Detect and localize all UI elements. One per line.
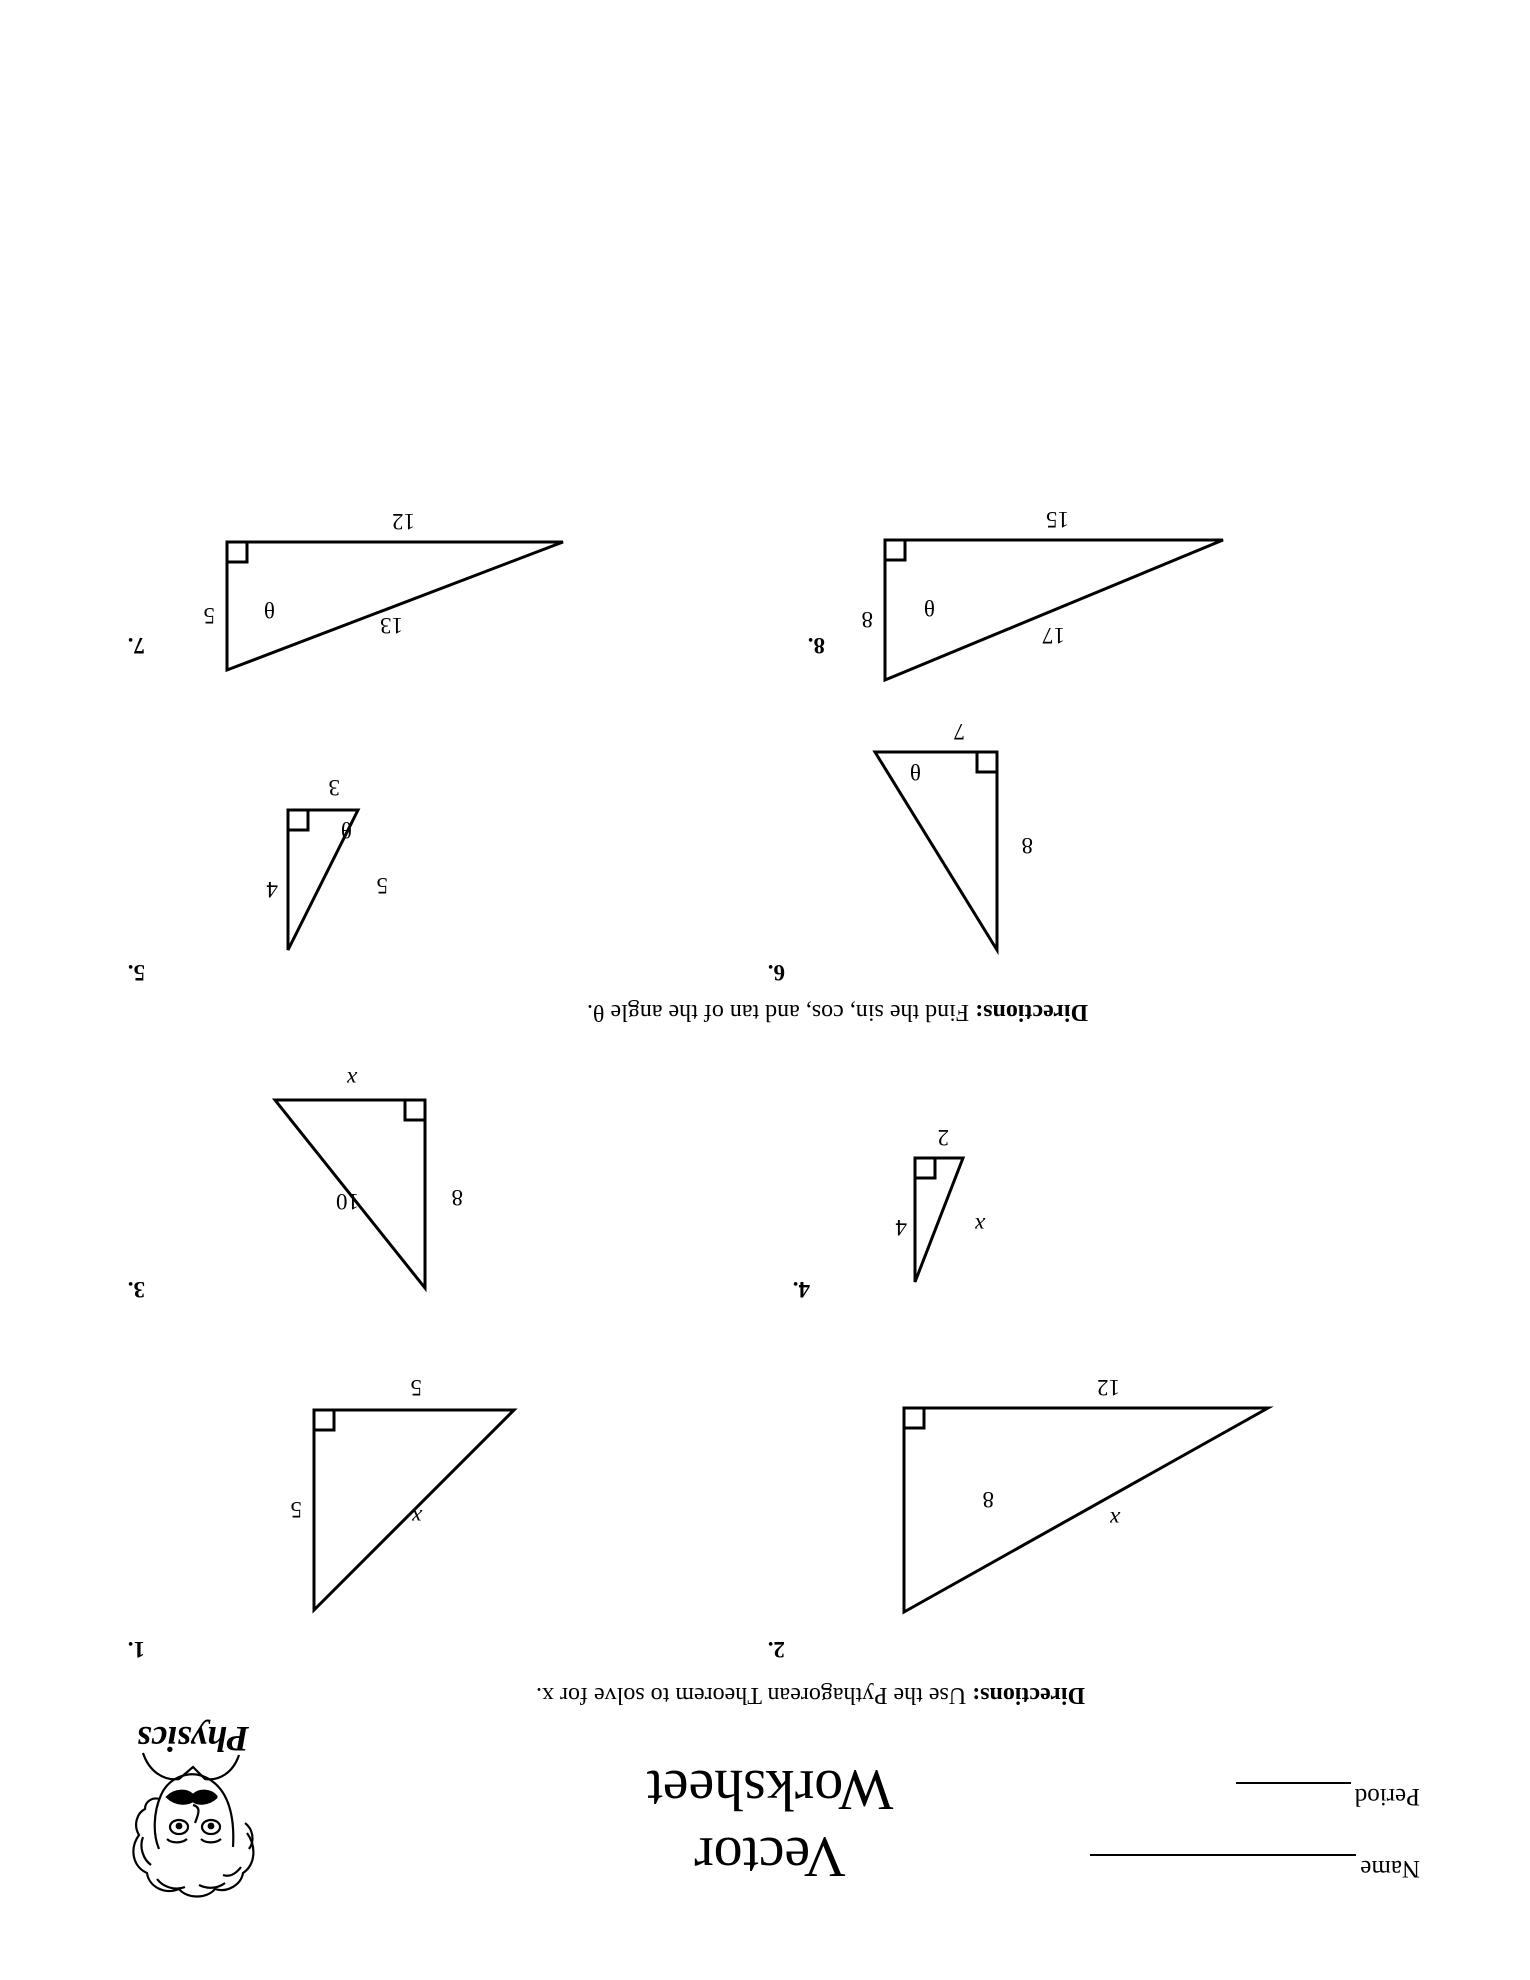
- figure-problem-5: [200, 770, 388, 960]
- label-p4-hyp: x: [974, 1213, 985, 1238]
- label-p2-vert: 8: [982, 1487, 994, 1512]
- figure-problem-6: [815, 719, 1033, 960]
- period-blank-rule[interactable]: [1236, 1782, 1351, 1804]
- problem-number-6: 6.: [767, 960, 785, 985]
- figure-problem-1: [270, 1375, 530, 1622]
- problem-number-2: 2.: [767, 1637, 785, 1662]
- figure-problem-2: [950, 1375, 1280, 1622]
- label-p8-base: 15: [1046, 507, 1069, 532]
- figure-problem-3: [255, 1067, 463, 1300]
- label-p3-base: x: [346, 1067, 357, 1092]
- directions-trig: [388, 998, 1088, 1025]
- title-line-2: Worksheet: [646, 1758, 894, 1824]
- problem-number-8: 8.: [807, 633, 825, 658]
- label-p7-base: 12: [392, 509, 415, 534]
- label-p4-base: 2: [937, 1125, 949, 1150]
- label-p7-hyp: 13: [380, 613, 403, 638]
- label-p7-vert: 5: [203, 603, 215, 628]
- title-line-1: Vector: [694, 1825, 846, 1890]
- directions-pythagorean: [385, 1681, 1085, 1708]
- einstein-physics-logo: [100, 1710, 285, 1905]
- label-p7-angle: θ: [263, 597, 275, 622]
- label-p1-base: 5: [410, 1375, 422, 1400]
- name-field-line[interactable]: [1090, 1854, 1420, 1882]
- label-p8-hyp: 17: [1042, 623, 1065, 648]
- label-p5-hyp: 5: [376, 873, 388, 898]
- problem-number-5: 5.: [127, 960, 145, 985]
- directions-2-bold: Directions:: [975, 999, 1088, 1025]
- period-label: Period: [1354, 1783, 1420, 1810]
- period-field-line[interactable]: [1090, 1782, 1420, 1810]
- figure-problem-7: [195, 500, 575, 680]
- label-p4-vert: 4: [895, 1215, 907, 1240]
- name-blank-rule[interactable]: [1090, 1854, 1356, 1876]
- name-label: Name: [1360, 1855, 1420, 1882]
- figure-problem-8: [845, 500, 1235, 690]
- label-p8-vert: 8: [861, 607, 873, 632]
- label-p2-hyp: x: [1109, 1507, 1120, 1532]
- directions-1-text: Use the Pythagorean Theorem to solve for x.: [536, 1682, 973, 1708]
- label-p6-vert: 8: [1021, 833, 1033, 858]
- label-p5-angle: θ: [340, 817, 352, 842]
- problem-number-7: 7.: [127, 633, 145, 658]
- problem-number-1: 1.: [127, 1637, 145, 1662]
- label-p3-hyp: 10: [336, 1189, 359, 1214]
- label-p8-angle: θ: [923, 595, 935, 620]
- label-p6-base: 7: [953, 719, 965, 744]
- label-p5-base: 3: [328, 775, 340, 800]
- label-p1-hyp: x: [411, 1505, 422, 1530]
- label-p1-vert: 5: [290, 1497, 302, 1522]
- logo-text: Physics: [137, 1719, 249, 1759]
- directions-1-bold: Directions:: [972, 1682, 1085, 1708]
- page-title: [440, 1757, 1100, 1890]
- figure-problem-4: [835, 1120, 985, 1290]
- problem-number-4: 4.: [792, 1277, 810, 1302]
- label-p6-angle: θ: [909, 759, 921, 784]
- label-p3-vert: 8: [451, 1185, 463, 1210]
- label-p5-vert: 4: [266, 877, 278, 902]
- label-p2-base: 12: [1097, 1375, 1120, 1400]
- directions-2-text: Find the sin, cos, and tan of the angle θ.: [587, 999, 976, 1025]
- problem-number-3: 3.: [127, 1277, 145, 1302]
